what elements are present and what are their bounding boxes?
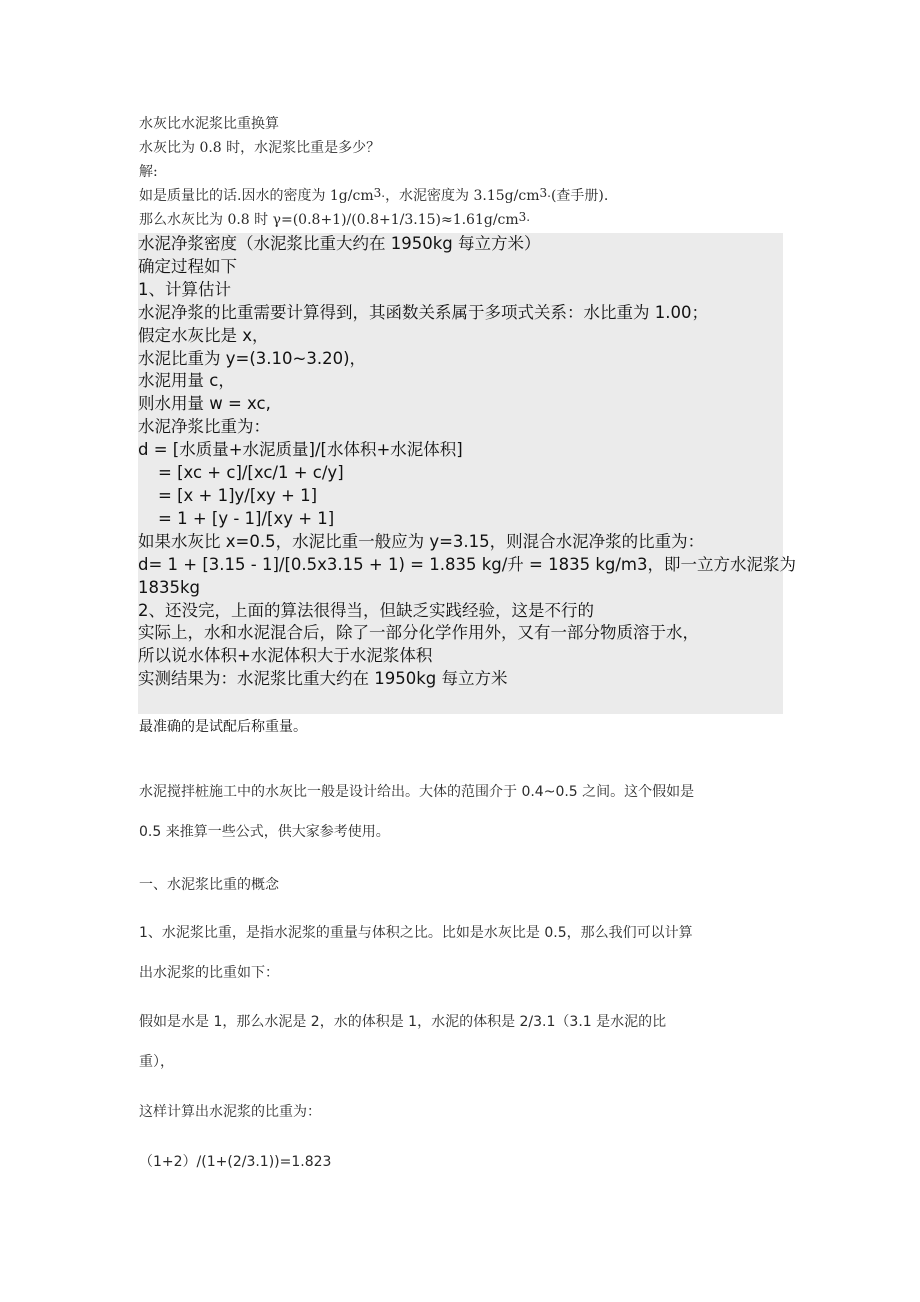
result-text: 那么水灰比为 0.8 时 γ=(0.8+1)/(0.8+1/3.15)≈1.61g/cm (139, 212, 519, 228)
density-text-a: 如是质量比的话.因水的密度为 1g/cm (139, 188, 374, 204)
quote-line: 实测结果为：水泥浆比重大约在 1950kg 每立方米 (138, 669, 508, 689)
paragraph-line: 出水泥浆的比重如下： (139, 965, 279, 981)
note-line: 最准确的是试配后称重量。 (139, 719, 307, 735)
intro-section (139, 112, 789, 232)
quote-line: 水泥净浆密度（水泥浆比重大约在 1950kg 每立方米） (138, 234, 541, 253)
result-line (139, 208, 789, 232)
quote-line: 1、计算估计 (138, 279, 231, 299)
paragraph-line: 这样计算出水泥浆的比重为： (139, 1104, 321, 1120)
quote-line: 水泥净浆的比重需要计算得到，其函数关系属于多项式关系：水比重为 1.00； (138, 302, 708, 322)
paragraph-line: 假如是水是 1，那么水泥是 2，水的体积是 1，水泥的体积是 2/3.1（3.1 是水泥的比 (139, 1014, 667, 1030)
paragraph-line: 重）， (139, 1054, 174, 1070)
quote-line: 所以说水体积+水泥体积大于水泥浆体积 (138, 646, 433, 666)
quote-line: 水泥净浆比重为： (138, 417, 270, 437)
quote-line: 2、还没完，上面的算法很得当，但缺乏实践经验，这是不行的 (138, 600, 594, 620)
paragraph-line: 1、水泥浆比重，是指水泥浆的重量与体积之比。比如是水灰比是 0.5，那么我们可以计算 (139, 925, 693, 941)
quote-line: 假定水灰比是 x， (138, 325, 269, 345)
density-sup-b: 3. (539, 186, 551, 200)
section-title: 一、水泥浆比重的概念 (139, 877, 279, 893)
quote-line: 则水用量 w = xc, (138, 394, 271, 414)
quote-line: 确定过程如下 (138, 256, 237, 276)
quote-line: = [xc + c]/[xc/1 + c/y] (158, 463, 344, 483)
density-text-b: ，水泥密度为 3.15g/cm (385, 188, 540, 204)
quote-line: d= 1 + [3.15 - 1]/[0.5x3.15 + 1) = 1.835 kg/升 = 1835 kg/m3，即一立方水泥浆为 (138, 554, 796, 574)
quote-line: 水泥用量 c， (138, 371, 235, 391)
doc-title: 水灰比水泥浆比重换算 (139, 116, 279, 132)
question-line: 水灰比为 0.8 时，水泥浆比重是多少？ (139, 140, 381, 156)
highlighted-quote-block (138, 233, 796, 714)
quote-line: = [x + 1]y/[xy + 1] (158, 485, 318, 505)
quote-line: = 1 + [y - 1]/[xy + 1] (158, 508, 335, 528)
quote-line: 水泥比重为 y=(3.10~3.20)， (138, 348, 367, 368)
result-sup: 3. (518, 210, 531, 224)
quote-line: 1835kg (138, 577, 201, 597)
solution-label: 解: (139, 164, 158, 180)
quote-line: 实际上，水和水泥混合后，除了一部分化学作用外，又有一部分物质溶于水， (138, 623, 699, 643)
paragraph-line: 水泥搅拌桩施工中的水灰比一般是设计给出。大体的范围介于 0.4~0.5 之间。这个假如是 (139, 784, 695, 800)
formula-line: （1+2）/(1+(2/3.1))=1.823 (139, 1154, 332, 1170)
density-line (139, 184, 789, 208)
quote-line: 如果水灰比 x=0.5，水泥比重一般应为 y=3.15，则混合水泥净浆的比重为： (138, 531, 705, 551)
paragraph-line: 0.5 来推算一些公式，供大家参考使用。 (139, 824, 390, 840)
density-sup-a: 3. (373, 186, 386, 200)
density-text-c: (查手册). (550, 188, 609, 204)
quote-line: d = [水质量+水泥质量]/[水体积+水泥体积] (138, 440, 463, 460)
